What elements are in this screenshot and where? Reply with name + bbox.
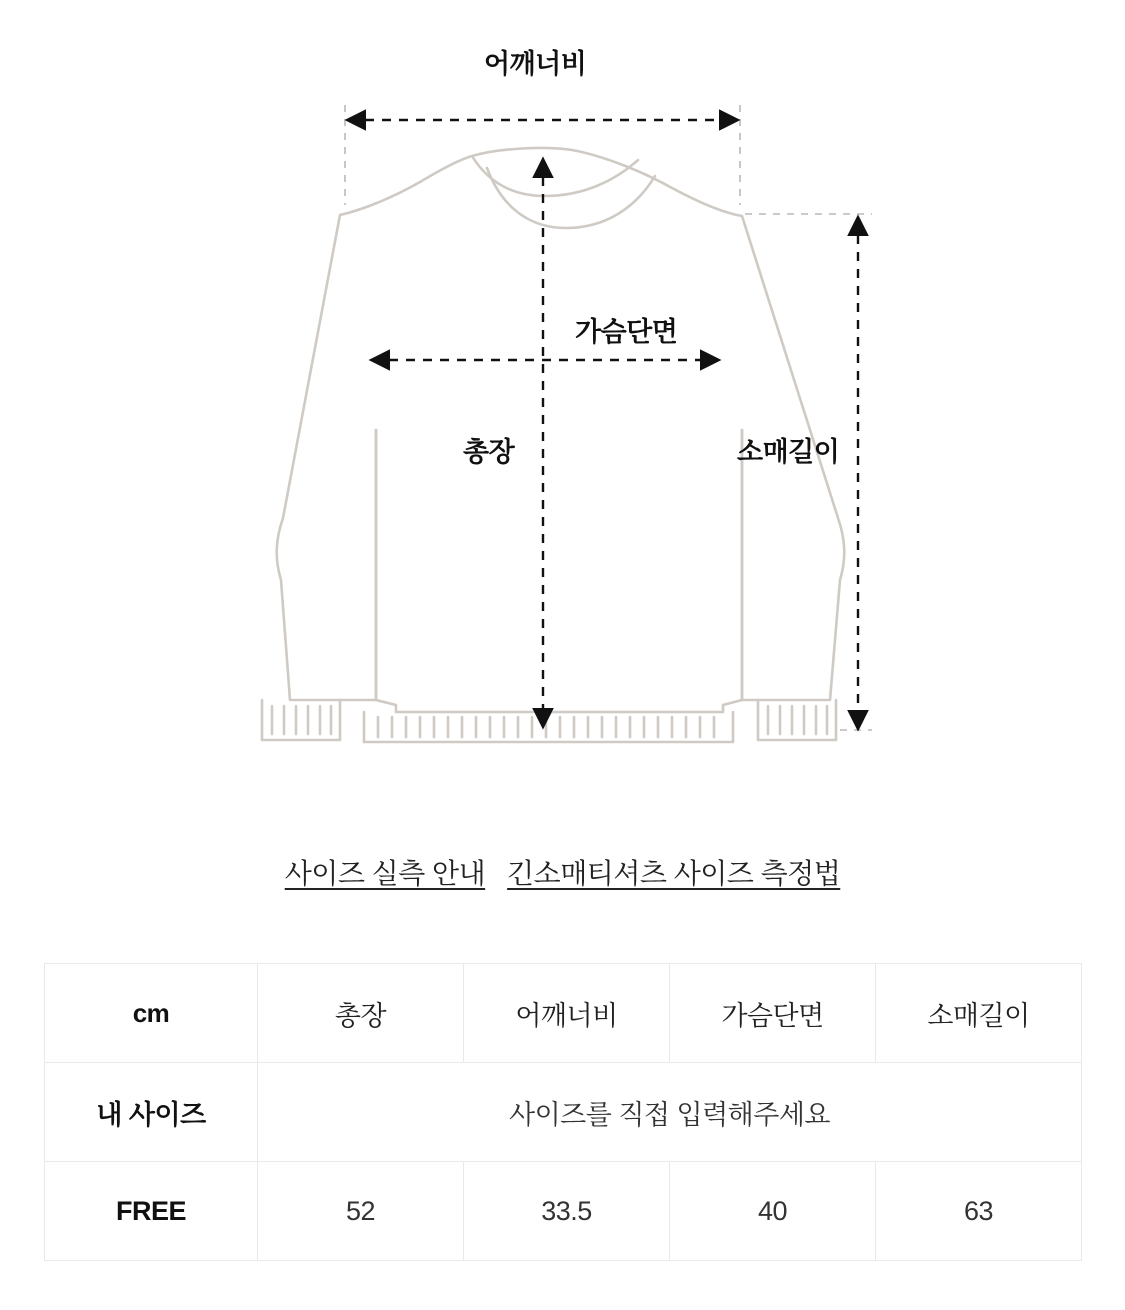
- label-chest-width: 가슴단면: [575, 317, 678, 347]
- size-table-header: [45, 964, 1082, 1063]
- row-label-free: FREE: [45, 1162, 258, 1261]
- label-total-length: 총장: [463, 437, 515, 467]
- table-header-row: [45, 964, 1082, 1063]
- cell-sleeve-length: 63: [876, 1162, 1082, 1261]
- header-shoulder-width: 어깨너비: [464, 964, 670, 1063]
- table-row: [45, 1162, 1082, 1261]
- my-size-input-placeholder[interactable]: 사이즈를 직접 입력해주세요: [258, 1063, 1082, 1162]
- header-sleeve-length: 소매길이: [876, 964, 1082, 1063]
- caption-links: [0, 852, 1125, 892]
- label-sleeve-length: 소매길이: [737, 437, 840, 467]
- cell-shoulder-width: 33.5: [464, 1162, 670, 1261]
- table-row-my-size[interactable]: [45, 1063, 1082, 1162]
- size-table: [44, 963, 1082, 1261]
- row-label-my-size: 내 사이즈: [45, 1063, 258, 1162]
- header-chest-width: 가슴단면: [670, 964, 876, 1063]
- measurement-method-link[interactable]: 긴소매티셔츠 사이즈 측정법: [507, 858, 841, 889]
- cell-chest-width: 40: [670, 1162, 876, 1261]
- size-guide-link[interactable]: 사이즈 실측 안내: [284, 858, 486, 889]
- label-shoulder-width: 어깨너비: [484, 49, 587, 79]
- header-total-length: 총장: [258, 964, 464, 1063]
- cell-total-length: 52: [258, 1162, 464, 1261]
- header-unit: cm: [45, 964, 258, 1063]
- size-table-body: [45, 1063, 1082, 1261]
